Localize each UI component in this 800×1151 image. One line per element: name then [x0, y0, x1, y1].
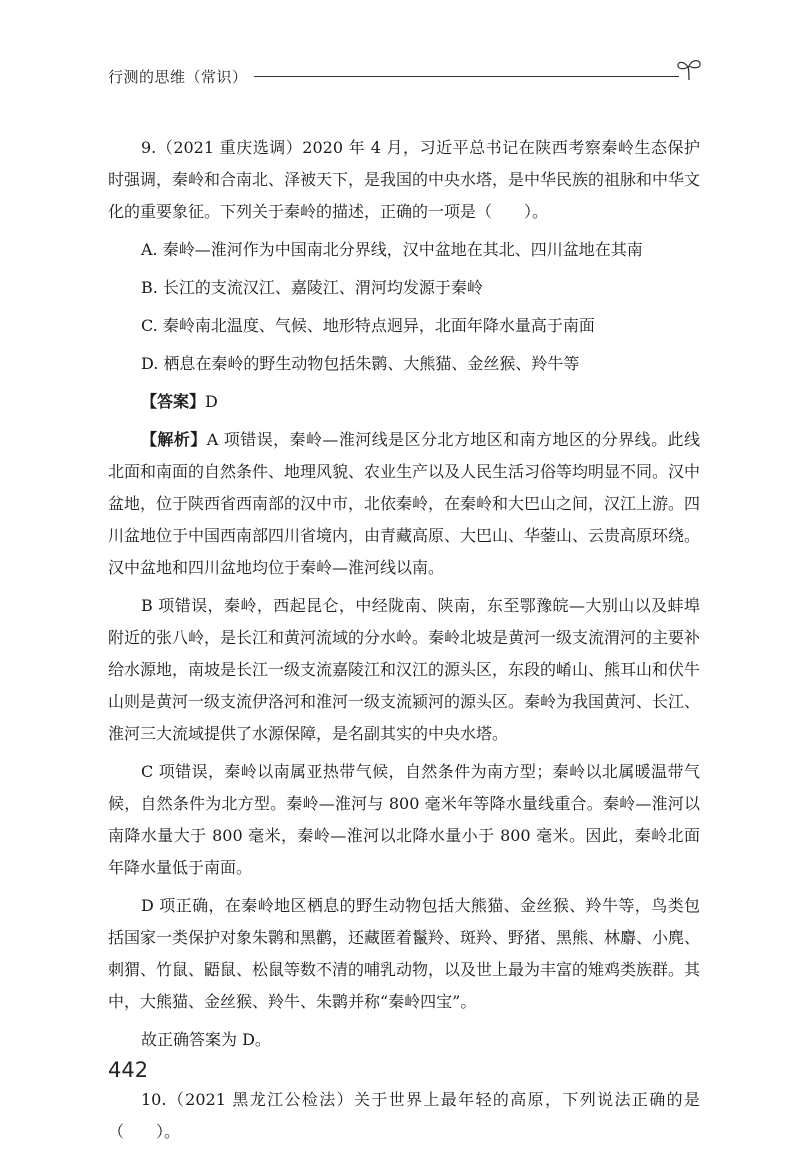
question-9-stem: 9.（2021 重庆选调）2020 年 4 月，习近平总书记在陕西考察秦岭生态保护时强调，秦岭和合南北、泽被天下，是我国的中央水塔，是中华民族的祖脉和中华文化的重要象征。下列关于秦岭的描述，正确的一项是（ ）。 [108, 138, 701, 221]
analysis-paragraph-b: B 项错误，秦岭，西起昆仑，中经陇南、陕南，东至鄂豫皖—大别山以及蚌埠附近的张八岭，是长江和黄河流域的分水岭。秦岭北坡是黄河一级支流渭河的主要补给水源地，南坡是长江一级支流嘉陵江和汉江的源头区，东段的崤山、熊耳山和伏牛山则是黄河一级支流伊洛河和淮河一级支流颍河的源头区。秦岭为我国黄河、长江、淮河三大流域提供了水源保障，是名副其实的中央水塔。 [108, 596, 701, 743]
running-header [108, 56, 703, 92]
analysis-paragraph-d: D 项正确，在秦岭地区栖息的野生动物包括大熊猫、金丝猴、羚牛等，鸟类包括国家一类保护对象朱鹮和黑鹳，还藏匿着鬣羚、斑羚、野猪、黑熊、林麝、小麂、刺猬、竹鼠、鼯鼠、松鼠等数不清的哺乳动物，以及世上最为丰富的雉鸡类族群。其中，大熊猫、金丝猴、羚牛、朱鹮并称“秦岭四宝”。 [108, 896, 701, 1011]
conclusion: 故正确答案为 D。 [141, 1030, 271, 1049]
header-rule [254, 76, 679, 77]
question-9-answer [108, 386, 700, 418]
question-9-option-d: D. 栖息在秦岭的野生动物包括朱鹮、大熊猫、金丝猴、羚牛等 [141, 354, 580, 373]
analysis-paragraph-a [108, 424, 700, 584]
question-9-option-c: C. 秦岭南北温度、气候、地形特点迥异，北面年降水量高于南面 [141, 316, 595, 335]
answer-value: D [205, 392, 218, 411]
sprout-icon [675, 56, 703, 82]
answer-label: 【答案】 [141, 392, 206, 411]
question-9-option-b: B. 长江的支流汉江、嘉陵江、渭河均发源于秦岭 [141, 278, 483, 297]
page-number: 442 [108, 1058, 149, 1082]
analysis-text-a: A 项错误，秦岭—淮河线是区分北方地区和南方地区的分界线。此线北面和南面的自然条件、地理风貌、农业生产以及人民生活习俗等均明显不同。汉中盆地，位于陕西省西南部的汉中市，北依秦岭，在秦岭和大巴山之间，汉江上游。四川盆地位于中国西南部四川省境内，由青藏高原、大巴山、华蓥山、云贵高原环绕。汉中盆地和四川盆地均位于秦岭—淮河线以南。 [108, 430, 701, 577]
header-title: 行测的思维（常识） [108, 68, 248, 86]
analysis-label: 【解析】 [141, 430, 207, 449]
analysis-paragraph-c: C 项错误，秦岭以南属亚热带气候，自然条件为南方型；秦岭以北属暖温带气候，自然条件为北方型。秦岭—淮河与 800 毫米年等降水量线重合。秦岭—淮河以南降水量大于 800 毫米，秦岭—淮河以北降水量小于 800 毫米。因此，秦岭北面年降水量低于南面。 [108, 762, 700, 877]
page-content [108, 132, 700, 1148]
question-10-stem: 10.（2021 黑龙江公检法）关于世界上最年轻的高原，下列说法正确的是（ ）。 [108, 1090, 700, 1141]
question-9-option-a: A. 秦岭—淮河作为中国南北分界线，汉中盆地在其北、四川盆地在其南 [141, 240, 643, 259]
